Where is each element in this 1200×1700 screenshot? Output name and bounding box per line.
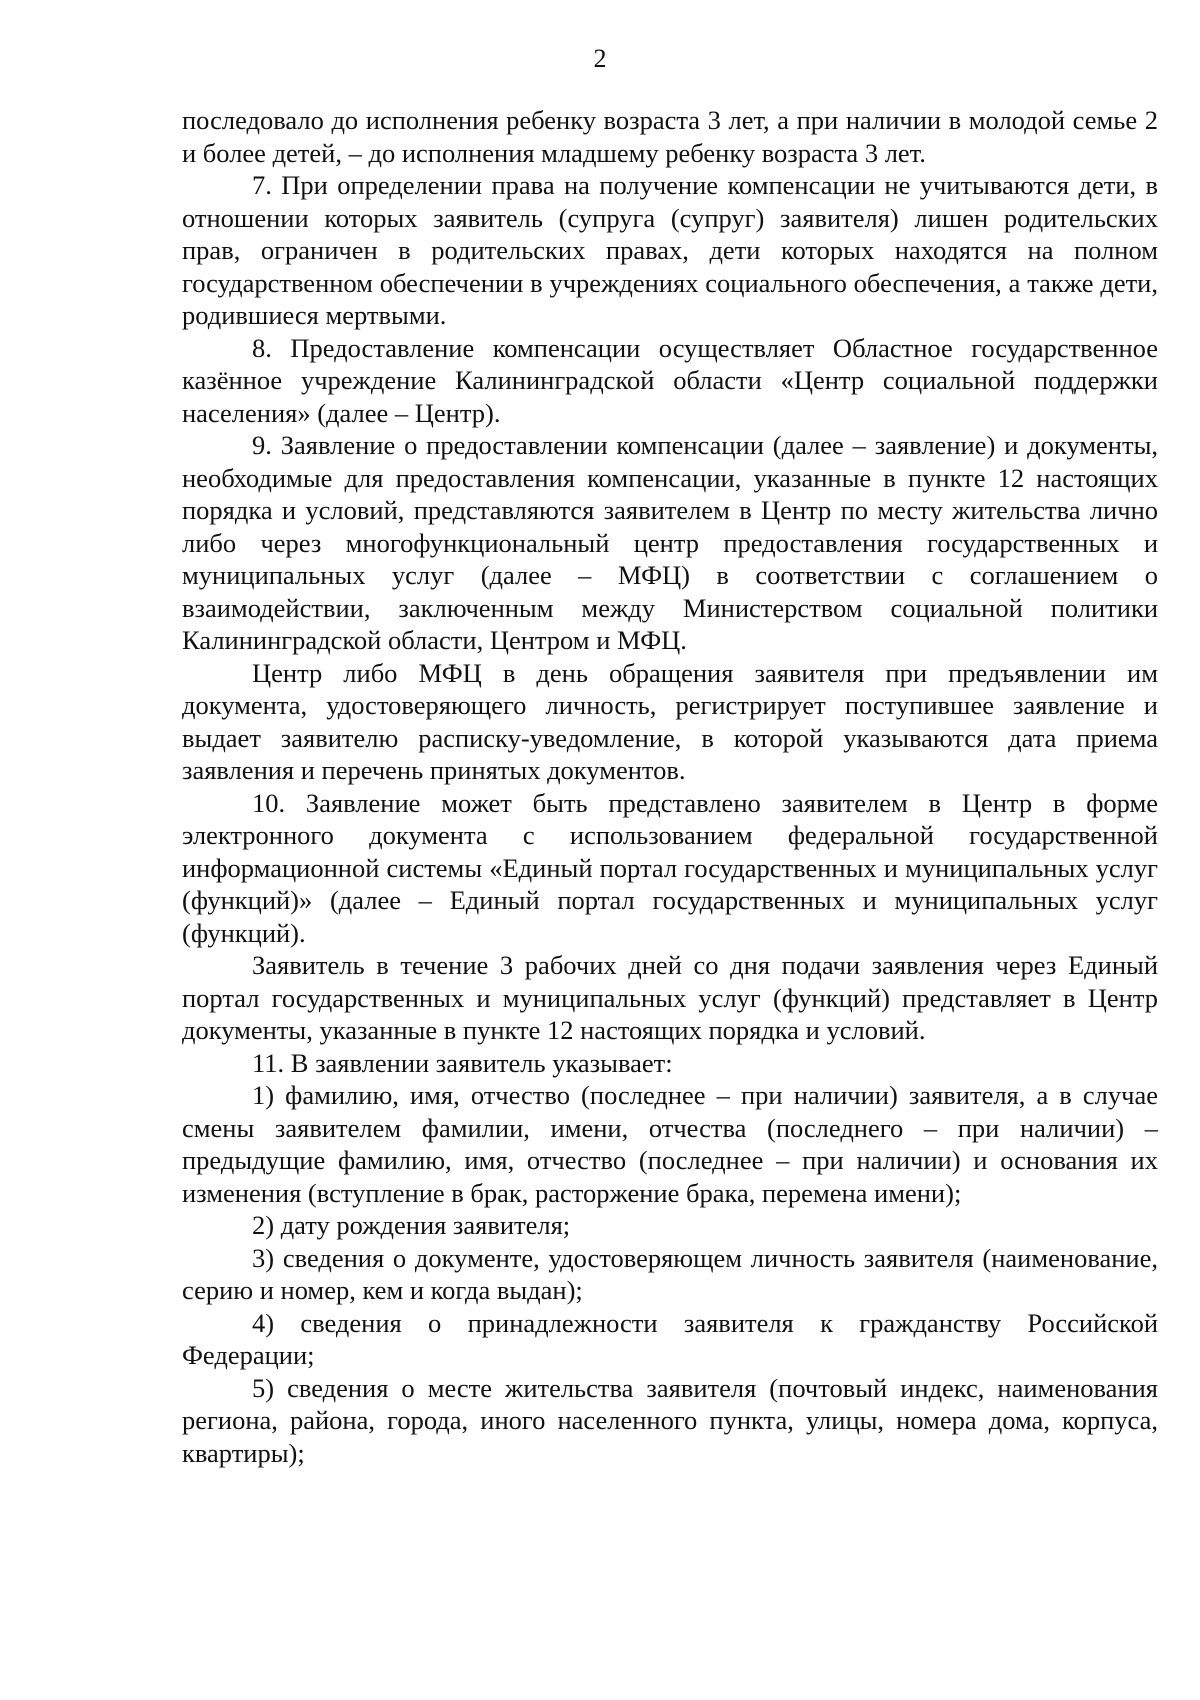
paragraph-item-9: 9. Заявление о предоставлении компенсации (далее – заявление) и документы, необходимые для предоставления компенсации, указанные в пункте 12 настоящих порядка и условий, представляются заявителем в Центр по месту жительства лично либо через многофункциональный центр предоставления государственных и муниципальных услуг (далее – МФЦ) в соответствии с соглашением о взаимодействии, заключенным между Министерством социальной политики Калининградской области, Центром и МФЦ. [182, 430, 1158, 655]
list-item-3: 3) сведения о документе, удостоверяющем личность заявителя (наименование, серию и номер, кем и когда выдан); [182, 1242, 1158, 1305]
list-item-1: 1) фамилию, имя, отчество (последнее – при наличии) заявителя, а в случае смены заявителем фамилии, имени, отчества (последнего – при наличии) – предыдущие фамилию, имя, отчество (последнее – при наличии) и основания их изменения (вступление в брак, расторжение брака, перемена имени); [182, 1080, 1158, 1208]
paragraph-continuation: последовало до исполнения ребенку возраста 3 лет, а при наличии в молодой семье 2 и более детей, – до исполнения младшему ребенку возраста 3 лет. [182, 105, 1158, 168]
document-body [182, 104, 1158, 1469]
list-item-5: 5) сведения о месте жительства заявителя (почтовый индекс, наименования региона, района, города, иного населенного пункта, улицы, номера дома, корпуса, квартиры); [182, 1372, 1158, 1468]
page-number: 2 [593, 44, 607, 73]
list-item-4: 4) сведения о принадлежности заявителя к гражданству Российской Федерации; [182, 1307, 1158, 1370]
paragraph-item-9-cont: Центр либо МФЦ в день обращения заявителя при предъявлении им документа, удостоверяющего личность, регистрирует поступившее заявление и выдает заявителю расписку-уведомление, в которой указываются дата приема заявления и перечень принятых документов. [182, 657, 1158, 785]
paragraph-item-10: 10. Заявление может быть представлено заявителем в Центр в форме электронного документа с использованием федеральной государственной информационной системы «Единый портал государственных и муниципальных услуг (функций)» (далее – Единый портал государственных и муниципальных услуг (функций). [182, 787, 1158, 948]
paragraph-item-7: 7. При определении права на получение компенсации не учитываются дети, в отношении которых заявитель (супруга (супруг) заявителя) лишен родительских прав, ограничен в родительских правах, дети которых находятся на полном государственном обеспечении в учреждениях социального обеспечения, а также дети, родившиеся мертвыми. [182, 170, 1158, 330]
paragraph-item-8: 8. Предоставление компенсации осуществляет Областное государственное казённое учреждение Калининградской области «Центр социальной поддержки населения» (далее – Центр). [182, 332, 1158, 428]
list-item-2: 2) дату рождения заявителя; [252, 1210, 571, 1240]
paragraph-item-10-cont: Заявитель в течение 3 рабочих дней со дня подачи заявления через Единый портал государственных и муниципальных услуг (функций) представляет в Центр документы, указанные в пункте 12 настоящих порядка и условий. [182, 950, 1158, 1045]
paragraph-item-11: 11. В заявлении заявитель указывает: [252, 1047, 673, 1078]
